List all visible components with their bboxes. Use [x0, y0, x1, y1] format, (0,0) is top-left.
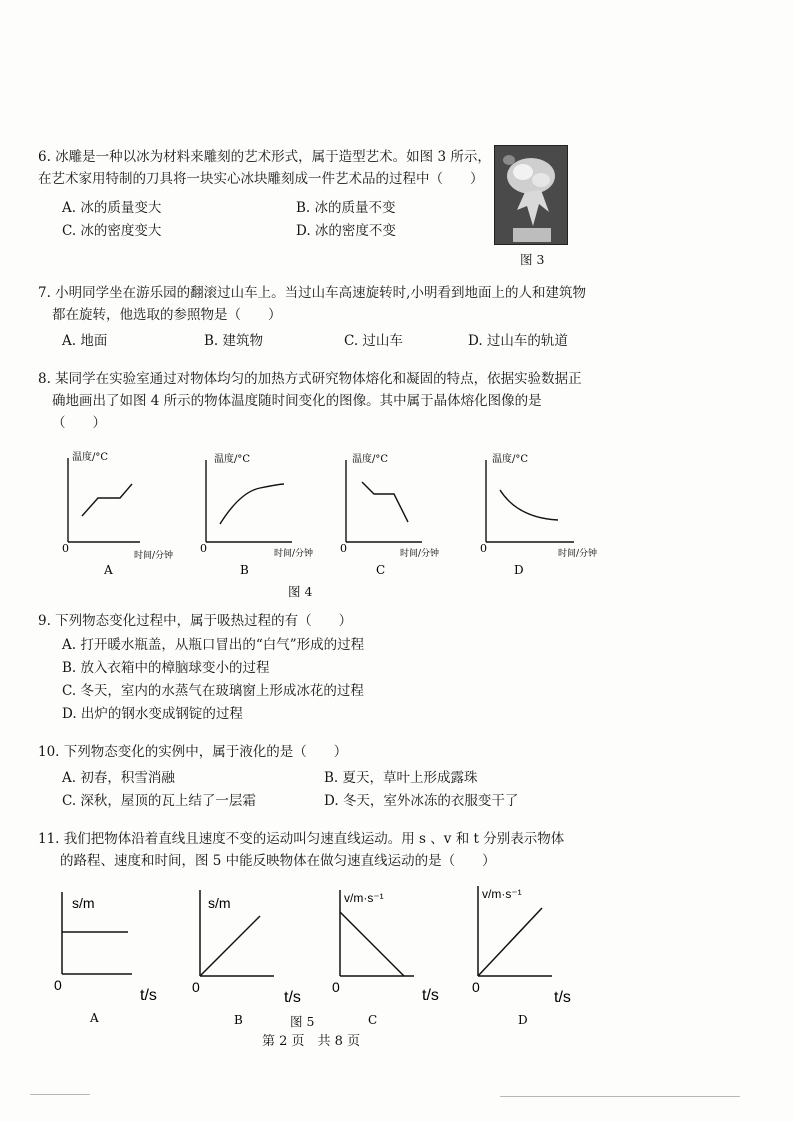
figure-4-graph-b: [198, 448, 328, 578]
question-7: [38, 282, 586, 326]
question-10-option-c: C. 深秋，屋顶的瓦上结了一层霜: [62, 793, 256, 809]
figure-5-caption: 图 5: [290, 1014, 315, 1029]
ice-sculpture-image: [495, 146, 567, 244]
graph-b-xlabel: t/s: [284, 989, 301, 1006]
scan-artifact-right: [500, 1096, 740, 1097]
question-9-line-1: 9. 下列物态变化过程中，属于吸热过程的有（ ）: [38, 613, 353, 629]
curve-c: [362, 482, 408, 522]
question-7-option-d: D. 过山车的轨道: [468, 333, 568, 349]
question-7-line-1: 7. 小明同学坐在游乐园的翻滚过山车上。当过山车高速旋转时,小明看到地面上的人和建筑物: [38, 285, 586, 301]
figure-5-graph-b: [192, 886, 332, 1028]
graph-a-ylabel: s/m: [72, 895, 95, 911]
graph-b-letter: B: [240, 563, 249, 577]
question-9-option-c: C. 冬天，室内的水蒸气在玻璃窗上形成冰花的过程: [62, 683, 364, 699]
graph-a-xlabel: t/s: [140, 987, 157, 1004]
question-10: [38, 741, 347, 763]
line-d: [478, 908, 542, 976]
graph-d-xlabel: t/s: [554, 989, 571, 1006]
graph-d-xlabel: 时间/分钟: [558, 549, 598, 559]
graph-c-xlabel: t/s: [422, 987, 439, 1004]
graph-b-origin: 0: [200, 542, 207, 555]
question-8-line-2: 确地画出了如图 4 所示的物体温度随时间变化的图像。其中属于晶体熔化图像的是: [52, 393, 542, 409]
question-7-option-b: B. 建筑物: [204, 333, 264, 349]
line-b: [200, 916, 260, 976]
graph-c-xlabel: 时间/分钟: [400, 549, 440, 559]
graph-d-origin: 0: [480, 542, 487, 555]
question-6-option-d: D. 冰的密度不变: [296, 223, 396, 239]
graph-d-origin: 0: [472, 979, 480, 995]
question-9: [38, 610, 352, 632]
line-c: [340, 912, 404, 976]
question-11-line-1: 11. 我们把物体沿着直线且速度不变的运动叫匀速直线运动。用 s 、v 和 t 分别表示物体: [38, 831, 565, 847]
question-11: [38, 828, 564, 872]
curve-b: [220, 484, 284, 524]
graph-b-xlabel: 时间/分钟: [274, 549, 314, 559]
graph-a-letter: A: [90, 1011, 99, 1025]
question-8: [38, 368, 582, 434]
graph-b-origin: 0: [192, 979, 200, 995]
graph-a-ylabel: 温度/°C: [72, 452, 109, 463]
graph-a-origin: 0: [54, 977, 62, 993]
question-6-line-2: 在艺术家用特制的刀具将一块实心冰块雕刻成一件艺术品的过程中（ ）: [38, 171, 484, 187]
question-11-line-2: 的路程、速度和时间，图 5 中能反映物体在做匀速直线运动的是（ ）: [60, 853, 496, 869]
graph-d-ylabel: 温度/°C: [492, 454, 529, 465]
question-6-option-c: C. 冰的密度变大: [62, 223, 162, 239]
question-9-option-d: D. 出炉的钢水变成钢锭的过程: [62, 706, 243, 722]
question-9-option-b: B. 放入衣箱中的樟脑球变小的过程: [62, 660, 270, 676]
graph-d-letter: D: [514, 563, 524, 577]
figure-4-graph-d: [478, 448, 614, 578]
question-6-option-b: B. 冰的质量不变: [296, 200, 396, 216]
question-7-line-2: 都在旋转，他选取的参照物是（ ）: [52, 307, 282, 323]
graph-a-origin: 0: [62, 542, 69, 555]
question-8-line-3: （ ）: [52, 415, 106, 431]
figure-3-caption: 图 3: [520, 252, 545, 267]
graph-b-ylabel: 温度/°C: [214, 454, 251, 465]
figure-4-graph-a: [60, 448, 190, 578]
question-10-option-a: A. 初春，积雪消融: [62, 770, 175, 786]
graph-c-ylabel: v/m·s⁻¹: [344, 891, 384, 905]
graph-d-ylabel: v/m·s⁻¹: [482, 887, 522, 901]
figure-4-caption: 图 4: [288, 584, 313, 599]
question-7-option-c: C. 过山车: [344, 333, 403, 349]
question-6-line-1: 6. 冰雕是一种以冰为材料来雕刻的艺术形式，属于造型艺术。如图 3 所示，: [38, 149, 491, 165]
question-8-line-1: 8. 某同学在实验室通过对物体均匀的加热方式研究物体熔化和凝固的特点，依据实验数据正: [38, 371, 582, 387]
figure-5-graph-d: [472, 880, 612, 1028]
scan-artifact-left: [30, 1094, 90, 1095]
graph-c-letter: C: [368, 1013, 378, 1027]
graph-a-xlabel: 时间/分钟: [134, 551, 174, 561]
graph-b-letter: B: [234, 1013, 243, 1027]
graph-a-letter: A: [104, 563, 113, 577]
curve-a: [82, 484, 132, 516]
page-number: 第 2 页 共 8 页: [262, 1034, 361, 1049]
question-9-option-a: A. 打开暖水瓶盖，从瓶口冒出的“白气”形成的过程: [62, 637, 365, 653]
question-6-option-a: A. 冰的质量变大: [62, 200, 162, 216]
question-7-option-a: A. 地面: [62, 333, 108, 349]
figure-5-graph-a: [52, 886, 192, 1028]
figure-5-graph-c: [332, 886, 468, 1028]
graph-b-ylabel: s/m: [208, 895, 231, 911]
graph-c-origin: 0: [332, 979, 340, 995]
graph-d-letter: D: [518, 1013, 528, 1027]
graph-c-letter: C: [376, 563, 386, 577]
graph-c-origin: 0: [340, 542, 347, 555]
graph-c-ylabel: 温度/°C: [352, 454, 389, 465]
question-10-line-1: 10. 下列物态变化的实例中，属于液化的是（ ）: [38, 744, 348, 760]
figure-4-graph-c: [338, 448, 468, 578]
curve-d: [500, 490, 558, 520]
ice-sculpture-photo: [494, 145, 568, 245]
question-6: [38, 146, 491, 190]
question-10-option-b: B. 夏天，草叶上形成露珠: [324, 770, 478, 786]
question-10-option-d: D. 冬天，室外冰冻的衣服变干了: [324, 793, 519, 809]
